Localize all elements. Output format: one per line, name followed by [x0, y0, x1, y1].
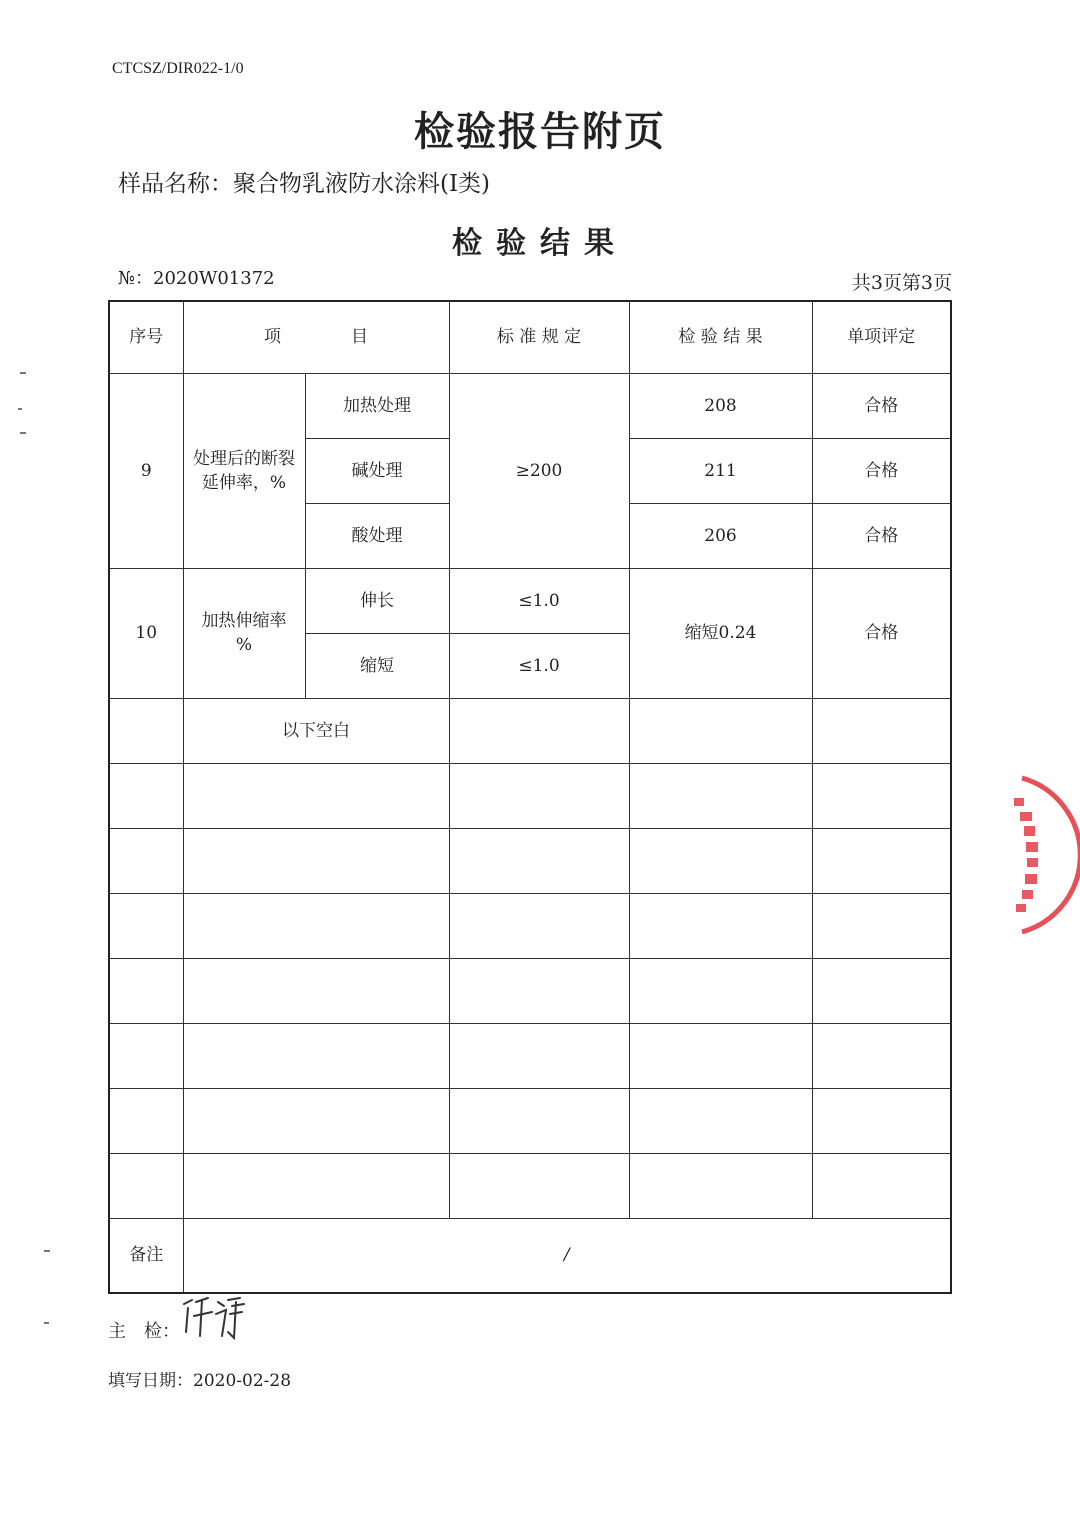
- signature-image: [178, 1292, 248, 1342]
- group9-result-2: 211: [629, 438, 812, 503]
- results-table: [108, 300, 952, 1294]
- group9-label: 处理后的断裂 延伸率，%: [183, 373, 305, 568]
- remark-value: /: [183, 1218, 951, 1293]
- remark-row: [109, 1218, 951, 1293]
- fill-date: 填写日期：2020-02-28: [108, 1371, 292, 1391]
- scan-speck: [44, 1250, 50, 1252]
- company-seal-stamp: [992, 770, 1080, 940]
- table-row: [109, 698, 951, 763]
- table-row: [109, 763, 951, 828]
- sample-name: 样品名称：聚合物乳液防水涂料(I类): [118, 171, 491, 197]
- group10-standard-2: ≤1.0: [449, 633, 629, 698]
- scan-speck: [20, 432, 26, 434]
- blank-note: 以下空白: [183, 698, 449, 763]
- remark-label: 备注: [109, 1218, 183, 1293]
- header-rating: 单项评定: [812, 301, 951, 373]
- page-count: 共3页第3页: [851, 272, 952, 294]
- table-row: [109, 373, 951, 438]
- table-row: [109, 893, 951, 958]
- group9-seq: 9: [109, 373, 183, 568]
- header-item-b: 目: [351, 327, 368, 348]
- group10-seq: 10: [109, 568, 183, 698]
- table-row: [109, 828, 951, 893]
- group9-rating-1: 合格: [812, 373, 951, 438]
- group10-sub-1: 伸长: [305, 568, 449, 633]
- scan-speck: [18, 408, 22, 410]
- table-row: [109, 1088, 951, 1153]
- table-header-row: [109, 301, 951, 373]
- group10-result: 缩短0.24: [629, 568, 812, 698]
- table-row: [109, 568, 951, 633]
- table-row: [109, 1023, 951, 1088]
- group9-result-3: 206: [629, 503, 812, 568]
- group9-rating-3: 合格: [812, 503, 951, 568]
- inspector-label: 主 检：: [108, 1321, 180, 1342]
- group9-rating-2: 合格: [812, 438, 951, 503]
- group9-result-1: 208: [629, 373, 812, 438]
- header-seq: 序号: [109, 301, 183, 373]
- group10-label: 加热伸缩率 %: [183, 568, 305, 698]
- scan-speck: [44, 1322, 49, 1324]
- group9-sub-3: 酸处理: [305, 503, 449, 568]
- table-row: [109, 958, 951, 1023]
- table-row: [109, 1153, 951, 1218]
- scan-speck: [20, 372, 26, 374]
- report-number: №：2020W01372: [118, 268, 275, 289]
- header-item: [183, 301, 449, 373]
- group10-rating: 合格: [812, 568, 951, 698]
- group10-standard-1: ≤1.0: [449, 568, 629, 633]
- group9-standard: ≥200: [449, 373, 629, 568]
- group9-sub-1: 加热处理: [305, 373, 449, 438]
- group9-sub-2: 碱处理: [305, 438, 449, 503]
- page-title: 检验报告附页: [414, 108, 666, 155]
- header-result: 检 验 结 果: [629, 301, 812, 373]
- group10-sub-2: 缩短: [305, 633, 449, 698]
- header-standard: 标 准 规 定: [449, 301, 629, 373]
- section-title: 检验结果: [452, 226, 628, 261]
- header-item-a: 项: [264, 327, 281, 348]
- document-code: CTCSZ/DIR022-1/0: [112, 60, 244, 77]
